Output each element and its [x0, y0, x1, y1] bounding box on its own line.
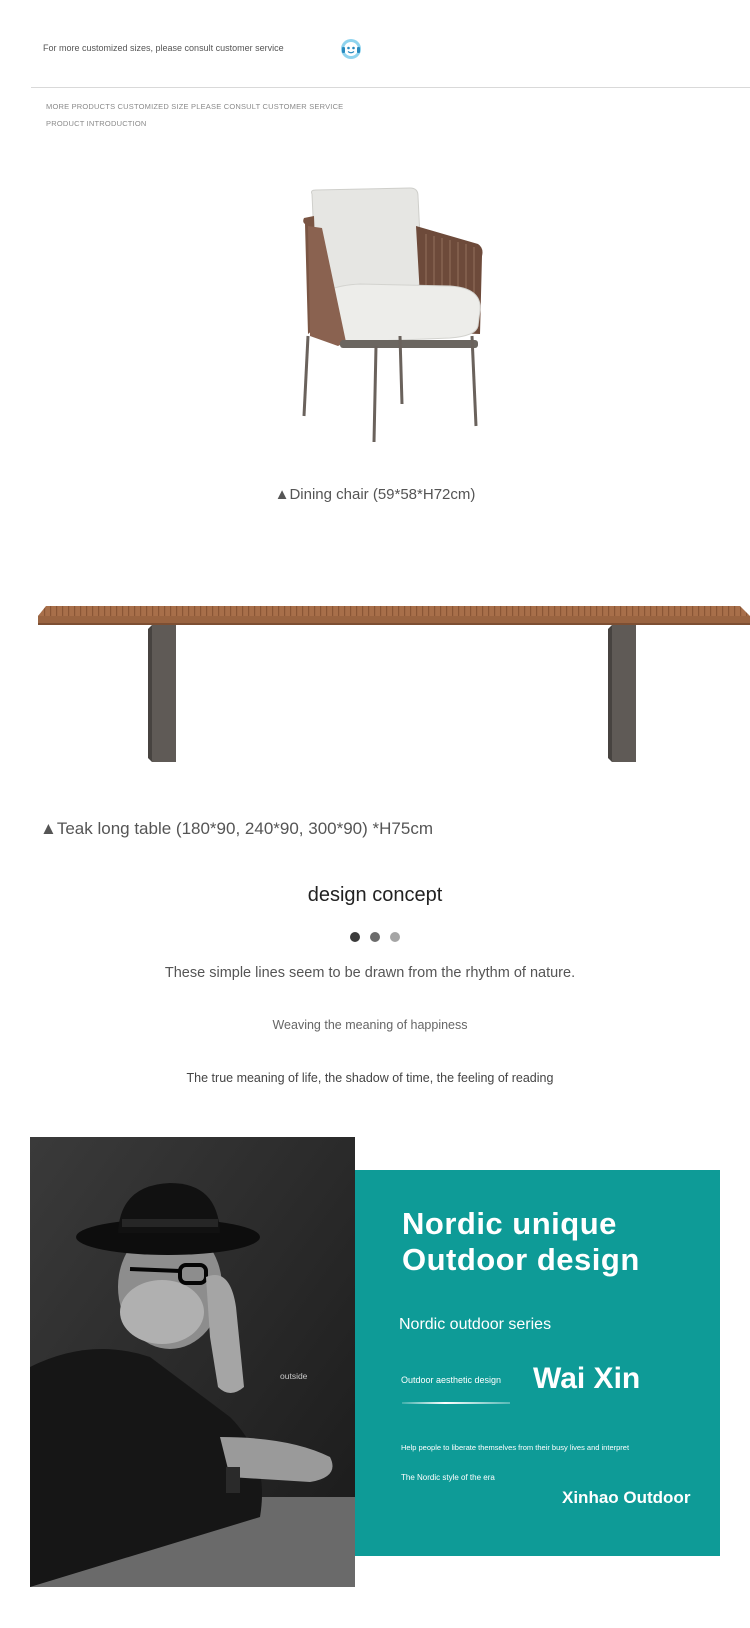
promo-brand: Xinhao Outdoor	[562, 1488, 691, 1507]
promo-help-text: Help people to liberate themselves from their busy lives and interpret	[401, 1443, 630, 1452]
meta-line-product-intro: PRODUCT INTRODUCTION	[46, 119, 147, 128]
customer-service-note: For more customized sizes, please consult customer service	[43, 43, 284, 53]
concept-line-life: The true meaning of life, the shadow of time, the feeling of reading	[186, 1071, 554, 1085]
concept-line-happiness: Weaving the meaning of happiness	[272, 1018, 468, 1032]
dining-chair-image	[300, 186, 510, 461]
teak-long-table-image	[38, 604, 750, 764]
designer-portrait-image	[30, 1137, 355, 1587]
promo-big-name: Wai Xin	[533, 1362, 641, 1395]
header-divider	[31, 87, 750, 88]
concept-line-nature: These simple lines seem to be drawn from the rhythm of nature.	[164, 965, 576, 981]
design-concept-title: design concept	[307, 884, 443, 906]
dining-chair-caption: ▲Dining chair (59*58*H72cm)	[274, 486, 476, 503]
promo-title	[402, 1206, 640, 1278]
meta-line-custom-size: MORE PRODUCTS CUSTOMIZED SIZE PLEASE CONSULT CUSTOMER SERVICE	[46, 102, 344, 111]
teak-long-table-caption: ▲Teak long table (180*90, 240*90, 300*90) *H75cm	[40, 819, 433, 838]
promo-tag: Outdoor aesthetic design	[401, 1375, 502, 1385]
carousel-dot-1[interactable]	[350, 932, 360, 942]
promo-era-text: The Nordic style of the era	[401, 1473, 495, 1482]
promo-accent-line	[402, 1402, 510, 1404]
carousel-dots[interactable]	[0, 929, 750, 947]
promo-title-line-1: Nordic unique	[402, 1206, 617, 1241]
promo-title-line-2: Outdoor design	[402, 1242, 640, 1277]
customer-service-icon[interactable]	[340, 38, 362, 60]
carousel-dot-3[interactable]	[390, 932, 400, 942]
photo-label-outside: outside	[280, 1371, 308, 1381]
promo-series: Nordic outdoor series	[399, 1316, 552, 1333]
carousel-dot-2[interactable]	[370, 932, 380, 942]
